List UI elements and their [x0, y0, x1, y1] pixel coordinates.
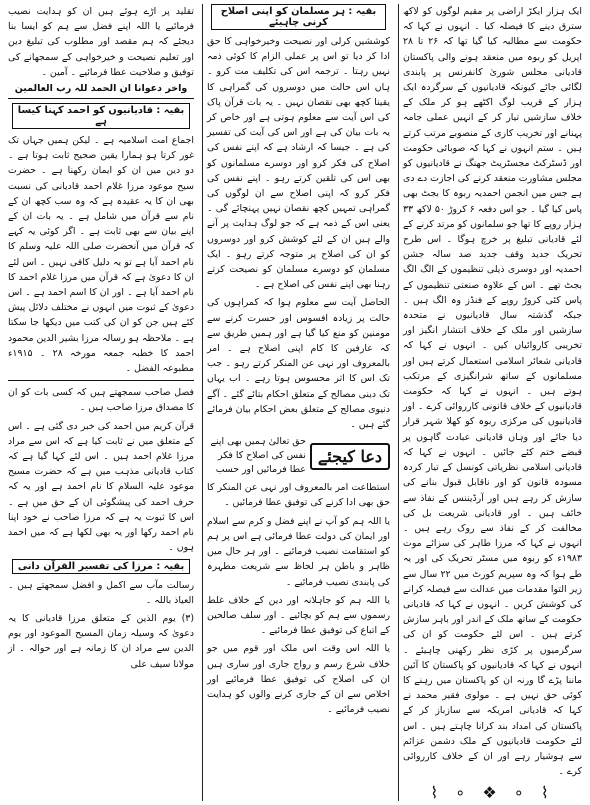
article-text: تقلید پر اڑے ہوئے ہیں ان کو ہدایت نصیب فرمائیے یا اللہ اپنے فضل سے ہم کو ایسا بنا دیجئے کہ ہم مقصد اور مطلوب کی تبلیغ دین اور تعلیم نصیحت و خیرخواہی کے سمجھانے کی توفیق و صلاحیت عطا فرمائیے ۔ آمین ۔	[8, 6, 194, 78]
divider	[8, 98, 194, 99]
section-header: بقیہ : مرزا کی تفسیر القرآن دانی	[12, 559, 190, 574]
dua-title: دعا کیجئے	[310, 443, 390, 470]
left-column	[4, 4, 198, 801]
article-text: کوششیں کرلی اور نصیحت وخیرخواہی کا حق ادا کر دیا تو اس پر عملی الزام کا کوئی ذمہ نہیں رہتا ۔ ترجمہ اس کی تکلیف مت کرو ۔ ہاں اس حالت میں دوسروں کی گمراہی کا یقینا کچھ بھی نقصان نہیں ۔ یہ بات قرآن پاک کی اس آیت سے معلوم ہوتی ہے اور خاص کر یہ بات بیان کی ہے اور اس کی آیت کی تفسیر کی ہے ۔ جیسا کہ ارشاد ہے کہ اپنے نفس کی اصلاح کی فکر کرو اور دوسرے مسلمانوں کو بھی اس کی تلقین کرتے رہو ۔ اپنے نفس کی فکر کرو کہ اپنی اصلاح سے ان لوگوں کی گمراہی تمہیں کچھ نقصان نہیں پہنچائے گی ۔ یعنی اس کے ذمہ ہے کہ جو لوگ ہدایت پر آنے والے ہیں ان کے لئے کوشش کرو اور دوسروں کو ان کی اصلاح پر متوجہ کرتے رہو ۔ ایک مسلمان کو دوسرے مسلمان کو نصیحت کرتے رہنا بھی اپنے نفس کی اصلاح ہے ۔	[207, 36, 390, 291]
article-text: رسالت مآب سے اکمل و افضل سمجھتے ہیں ۔ العیاذ باللہ ۔	[8, 579, 194, 606]
article-text: یا اللہ ہم کو جاہلانہ اور دین کے خلاف غلط رسموں سے ہم کو بچائیے ۔ اور سلف صالحین کے اتباع کی توفیق عطا فرمائیے ۔	[207, 594, 390, 637]
ornament-divider: ⌇ ∘ ❖ ∘ ⌇	[430, 783, 555, 803]
middle-column	[202, 4, 394, 801]
right-column	[398, 4, 586, 801]
article-text: یا اللہ اس وقت اس ملک اور قوم میں جو خلاف شرع رسم و رواج جاری اور ساری ہیں ان کی اصلاح کی توفیق عطا فرمائیے اور اخلاص سے ان کے جاری کرنے والوں کو ہدایت نصیب فرمائیے ۔	[207, 643, 390, 716]
article-text: فصل صاحب سمجھتے ہیں کہ کسی بات کو ان کا مصداق مرزا صاحب ہیں ۔	[8, 387, 194, 414]
article-text: (۳) یوم الذین کے متعلق مرزا قادیانی کا یہ دعویٰ کہ وسیلہ زمان المسیح الموعود اور یوم الدین سے مراد ان کا زمانہ ہے اور حوالہ ۔ از مولانا سیف علی	[8, 612, 194, 670]
dua-intro: حق تعالیٰ ہمیں بھی اپنے نفس کی اصلاح کا فکر عطا فرمائیں اور حسب	[210, 436, 306, 476]
section-header: بقیہ : قادیانیوں کو احمد کہنا کیسا ہے	[12, 103, 190, 129]
article-text: یا اللہ ہم کو آپ نے اپنے فضل و کرم سے اسلام اور ایمان کی دولت عطا فرمائی ہے اس پر ہم کو استقامت نصیب فرمائیے ۔ اور ہر حال میں ظاہر و باطن ہر لحاظ سے شریعت مطہرہ کی پابندی نصیب فرمائیے ۔	[207, 515, 390, 588]
section-header: بقیہ : ہر مسلمان کو اپنی اصلاح کرنی چاہیئے	[211, 4, 386, 30]
article-text: استطاعت امر بالمعروف اور نہی عن المنکر کا حق بھی ادا کرنے کی توفیق عطا فرمائیں ۔	[207, 482, 390, 509]
article-text: ایک ہزار ایکڑ اراضی پر مقیم لوگوں کو لاکھ سترق دینے کا فیصلہ کیا ۔ انہوں نے کہا کہ حکومت سے مطالبہ کیا گیا تھا کہ ۲۶ تا ۲۸ اپریل کو ربوہ میں منعقد ہونے والی پاکستان قادیانی مجلس شوریٰ کانفرنس پر پابندی لگائی جائے کیونکہ قادیانیوں کے سرگردہ ایک ہزار کے قریب لوگ اکٹھے ہو کر ملک کے خلاف سازشیں تیار کر کے انہیں عملی جامہ پہنانے اور تخریب کاری کے منصوبے مرتب کرتے ہیں ۔ ستم انہوں نے کہا کہ صوبائی حکومت اور ڈسٹرکٹ مجسٹریٹ جھنگ نے قادیانیوں کو مجلس مشاورت منعقد کرنے کی اجازت دے دی ہے جس میں انجمن احمدیہ ربوہ کا بجٹ بھی پاس کیا گیا ۔ جو اس دفعہ ۶ کروڑ ۵۰ لاکھ ۳۳ ہزار روپے کا تھا جو سلمانوں کو مرتد کرنے کے لئے قادیانی تبلیغ پر خرچ ہوگا ۔ اس طرح تحریک جدید وقف جدید صد سالہ جشن احمدیہ اور دوسری ذیلی تنظیموں کے الگ الگ بجٹ تھے ۔ اس کے علاوہ صنعتی تنظیموں کے پاس کئی کروڑ روپے کے فنڈز وہ الگ ہیں ۔ جبکہ گذشتہ سال قادیانیوں نے متحدہ سازشیں اور ملک کے خلاف انتشار انگیز اور تخریبی کاروائیاں کیں ۔ انہوں نے کہا کہ قادیانی شعائر اسلامی استعمال کرتے ہیں اور مسلمانوں کے ساتھ شرانگیزی کے مرتکب ہوتے ہیں ۔ انہوں نے کہا کہ حکومت قادیانیوں کے خلاف قانونی کارروائی کرے ۔ اور قادیانیوں کی مرکزی ربوہ کو کھلا شہر قرار دیا جائے اور وہاں قادیانی عبادت گاہوں پر قبضے ختم کئے جائیں ۔ انہوں نے کہا کہ قادیانی اسلامی نظریاتی کونسل کے تیار کردہ مسودہ قانون کو اور ناقابل قبول بنانے کی سازش کر رہے ہیں اور آرڈیننس کے نفاذ سے خائف ہیں ۔ اور قادیانی شریعت بل کی مخالفت کر کے نفاذ سے روک رہے ہیں ۔ انہوں نے کہا کہ مرزا طاہر کی سزائے موت ۱۹۸۳ء کو ربوہ میں مسٹر تحریک کی اور یہ طے ہوا کہ وہ سپریم کورٹ میں ۲۲ سال سے زیر التوا مقدمات میں عدالت سے فیصلہ کرانے کی کوشش کریں ۔ انہوں نے کہا کہ قادیانی حکومت کے ساتھ ملک کے اندر اور باہر سازش کرتے ہیں ۔ اس لئے حکومت کو ان کی سرگرمیوں پر کڑی نظر رکھنی چاہیئے ۔ انہوں نے کہا کہ قادیانیوں کو پاکستان کا آئین ماننا پڑے گا ورنہ ان کو پاکستان میں رہنے کا کوئی حق نہیں ہے ۔ مولوی فقیر محمد نے کہا کہ قادیانی امریکہ سے سازباز کر کے پاکستان کی امداد بند کرانا چاہتے ہیں ۔ اس لئے حکومت قادیانیوں کے ملک دشمن عزائم سے ہوشیار رہے اور ان کے خلاف کارروائی کرے ۔	[403, 6, 582, 778]
closing-line: واخر دعوانا ان الحمد للہ رب العالمین	[14, 83, 188, 95]
article-text: قرآن کریم میں احمد کی خبر دی گئی ہے ۔ اس کے متعلق میں نے ثابت کیا ہے کہ اس سے مراد مرزا غلام احمد ہیں ۔ اس لئے کہا گیا ہے کہ کتاب قادیانی مذہب میں ہے کہ حضرت مسیح موعود علیہ السلام کا نام احمد ہے اور یہ کہ حرف احمد کی پیشگوئی ان کے حق میں ہے ۔ اس کا ثبوت یہ ہے کہ مرزا صاحب نے خود اپنا نام احمد رکھا اور یہ بھی لکھا ہے کہ میں احمد ہوں ۔	[8, 420, 194, 554]
article-text: الحاصل آیت سے معلوم ہوا کہ کمراہوں کی حالت پر زیادہ افسوس اور حسرت کرنے سے مومنین کو منع کیا گیا ہے اور ہمیں طریق سے کہ عارفین کا کام اپنی اصلاح ہے ۔ امر بالمعروف اور نہی عن المنکر کرتے رہو ۔ جب تک اس کا اثر محسوس ہوتا رہے ۔ اب یہاں تک دینی مصالح کے متعلق احکام بتائے گئے ۔ آگے دنیوی مصالح کے متعلق بعض احکام بیان فرمائے گئے ہیں ۔	[207, 297, 390, 431]
article-text: اجماع امت اسلامیہ ہے ۔ لیکن ہمیں جہاں تک غور کرتا ہو ہمارا یقین صحیح ثابت ہوتا ہے ۔ دو دین میں ان کو ایمان رکھنا ہے ۔ حضرت سیح موعود مرزا غلام احمد قادیانی کی نسبت بھی ان کا یہ عقیدہ ہے کہ وہ سب کچھ ان کے نام سے قرآن میں شامل ہے ۔ یہ بات ان کے اپنے بیان سے بھی ثابت ہے ۔ اگر کوئی یہ کہے کہ قرآن میں آنحضرت صلی اللہ علیہ وسلم کا نام احمد آیا ہے تو یہ دلیل کافی نہیں ۔ اس لئے ان کا دعویٰ ہے کہ قرآن میں مرزا غلام احمد کا نام احمد آیا ہے ۔ اور ان کا اسم احمد ہے ۔ اس دعویٰ کے ثبوت میں انہوں نے مختلف دلائل پیش کئے ہیں جن کو ان کی کتب میں دیکھا جا سکتا ہے ۔ ملاحظہ ہو رسالہ مرزا بشیر الدین محمود احمد کا خطبہ جمعہ مورخہ ۲۸ ۔ ۱۹۱۵ء مطبوعہ الفضل ۔	[8, 135, 194, 375]
dua-box	[207, 435, 390, 477]
divider	[8, 380, 194, 381]
